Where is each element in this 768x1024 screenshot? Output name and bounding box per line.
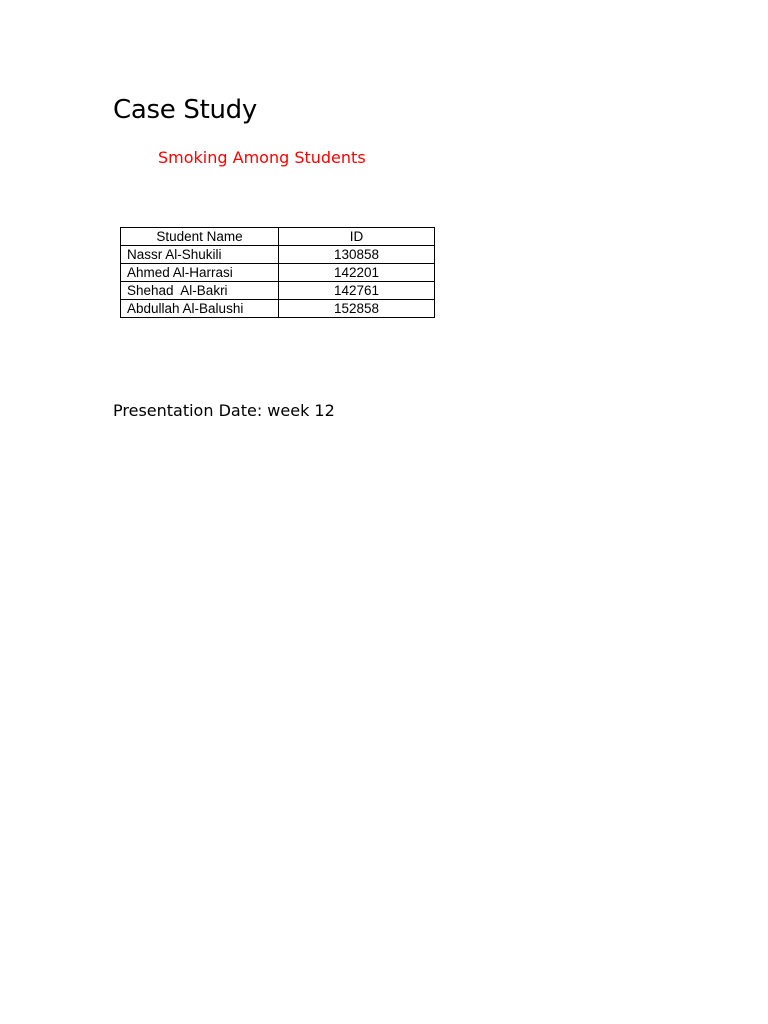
student-name-cell: Nassr Al-Shukili: [121, 246, 279, 264]
students-table: [120, 227, 435, 318]
presentation-date: Presentation Date: week 12: [113, 401, 335, 420]
student-id-cell: 152858: [279, 300, 435, 318]
table-row: [121, 246, 435, 264]
column-header-student-name: Student Name: [121, 228, 279, 246]
table-header-row: [121, 228, 435, 246]
student-name-cell: Ahmed Al-Harrasi: [121, 264, 279, 282]
document-title: Case Study: [113, 95, 257, 125]
table-row: [121, 300, 435, 318]
student-id-cell: 130858: [279, 246, 435, 264]
table-row: [121, 264, 435, 282]
table-row: [121, 282, 435, 300]
student-id-cell: 142761: [279, 282, 435, 300]
student-name-cell: Shehad Al-Bakri: [121, 282, 279, 300]
student-id-cell: 142201: [279, 264, 435, 282]
student-name-cell: Abdullah Al-Balushi: [121, 300, 279, 318]
column-header-id: ID: [279, 228, 435, 246]
document-subtitle: Smoking Among Students: [158, 148, 366, 167]
